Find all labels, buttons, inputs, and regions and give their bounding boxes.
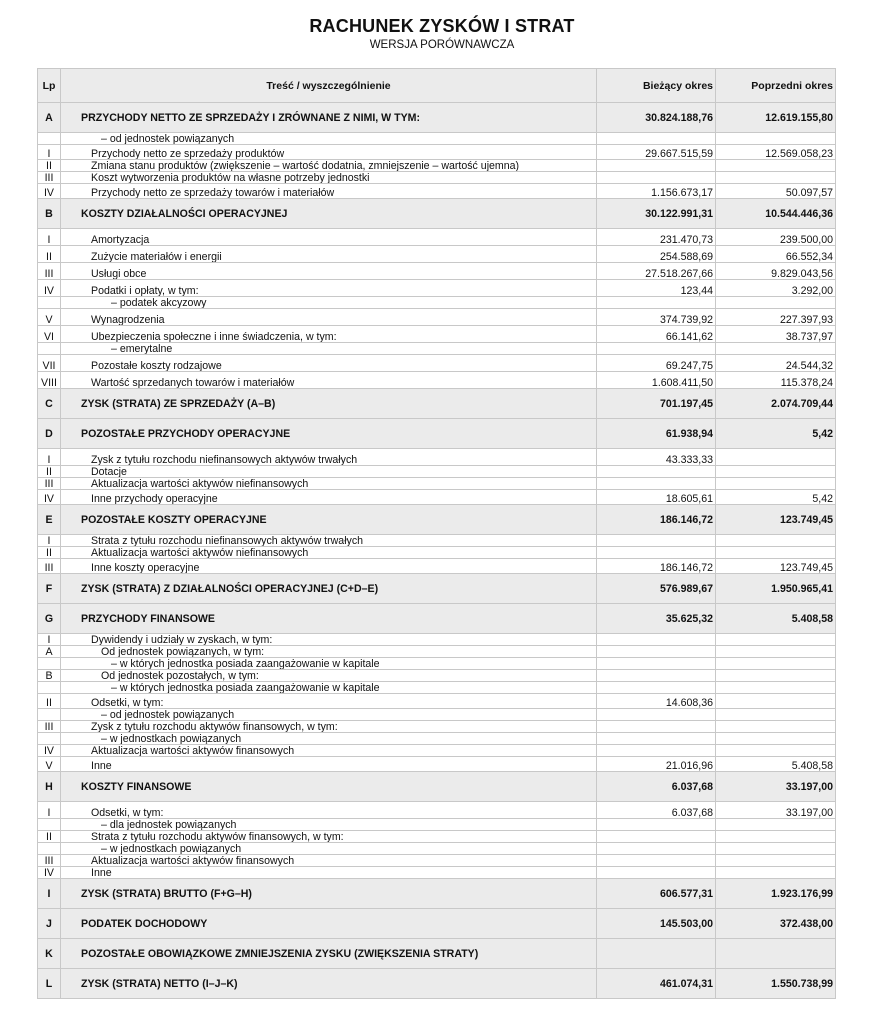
row-current-value: 14.608,36 [597, 694, 716, 709]
row-current-value: 61.938,94 [597, 419, 716, 449]
row-lp: III [38, 559, 61, 574]
row-lp: III [38, 263, 61, 280]
row-description: PODATEK DOCHODOWY [61, 909, 597, 939]
section-row [38, 199, 836, 229]
row-current-value: 701.197,45 [597, 389, 716, 419]
row-current-value [597, 466, 716, 478]
row-previous-value: 12.569.058,23 [716, 145, 836, 160]
row-lp: B [38, 670, 61, 682]
row-description: Zmiana stanu produktów (zwiększenie – wartość dodatnia, zmniejszenie – wartość ujemna) [61, 160, 597, 172]
column-header-previous-period: Poprzedni okres [716, 69, 836, 103]
row-previous-value: 50.097,57 [716, 184, 836, 199]
row-current-value [597, 646, 716, 658]
row-lp [38, 819, 61, 831]
row-lp: VII [38, 355, 61, 372]
row-current-value [597, 721, 716, 733]
row-previous-value: 5,42 [716, 490, 836, 505]
row-previous-value: 24.544,32 [716, 355, 836, 372]
section-row [38, 879, 836, 909]
row-lp: G [38, 604, 61, 634]
row-description: Koszt wytworzenia produktów na własne potrzeby jednostki [61, 172, 597, 184]
row-lp: I [38, 802, 61, 819]
row-previous-value: 9.829.043,56 [716, 263, 836, 280]
row-description: – dla jednostek powiązanych [61, 819, 597, 831]
table-row [38, 145, 836, 160]
table-row [38, 326, 836, 343]
row-description: KOSZTY FINANSOWE [61, 772, 597, 802]
section-row [38, 772, 836, 802]
row-description: – w których jednostka posiada zaangażowanie w kapitale [61, 658, 597, 670]
row-lp: VIII [38, 372, 61, 389]
row-current-value [597, 478, 716, 490]
row-previous-value: 38.737,97 [716, 326, 836, 343]
row-current-value: 35.625,32 [597, 604, 716, 634]
table-row [38, 280, 836, 297]
row-lp [38, 733, 61, 745]
row-description: Odsetki, w tym: [61, 802, 597, 819]
row-current-value [597, 867, 716, 879]
row-lp: A [38, 646, 61, 658]
section-row [38, 909, 836, 939]
table-row [38, 646, 836, 658]
row-current-value: 231.470,73 [597, 229, 716, 246]
row-current-value [597, 547, 716, 559]
row-lp [38, 658, 61, 670]
row-description: KOSZTY DZIAŁALNOŚCI OPERACYJNEJ [61, 199, 597, 229]
table-row [38, 309, 836, 326]
report-subtitle: WERSJA PORÓWNAWCZA [369, 39, 515, 51]
row-previous-value [716, 843, 836, 855]
table-row [38, 670, 836, 682]
row-current-value: 21.016,96 [597, 757, 716, 772]
row-description: – od jednostek powiązanych [61, 709, 597, 721]
row-current-value [597, 843, 716, 855]
row-previous-value: 123.749,45 [716, 559, 836, 574]
row-current-value [597, 297, 716, 309]
table-row [38, 658, 836, 670]
row-description: Zysk z tytułu rozchodu niefinansowych aktywów trwałych [61, 449, 597, 466]
row-description: POZOSTAŁE PRZYCHODY OPERACYJNE [61, 419, 597, 449]
table-row [38, 478, 836, 490]
row-lp: III [38, 478, 61, 490]
row-description: Inne [61, 867, 597, 879]
row-current-value: 186.146,72 [597, 505, 716, 535]
row-current-value [597, 939, 716, 969]
row-description: – emerytalne [61, 343, 597, 355]
section-row [38, 604, 836, 634]
row-previous-value [716, 733, 836, 745]
column-header-description: Treść / wyszczególnienie [61, 69, 597, 103]
row-lp: L [38, 969, 61, 999]
row-current-value [597, 172, 716, 184]
row-description: – w jednostkach powiązanych [61, 843, 597, 855]
row-description: Odsetki, w tym: [61, 694, 597, 709]
table-row [38, 559, 836, 574]
row-lp: IV [38, 867, 61, 879]
table-row [38, 831, 836, 843]
row-description: POZOSTAŁE OBOWIĄZKOWE ZMNIEJSZENIA ZYSKU (ZWIĘKSZENIA STRATY) [61, 939, 597, 969]
row-lp: D [38, 419, 61, 449]
section-row [38, 939, 836, 969]
row-lp: H [38, 772, 61, 802]
row-previous-value: 10.544.446,36 [716, 199, 836, 229]
row-lp: J [38, 909, 61, 939]
row-description: Dywidendy i udziały w zyskach, w tym: [61, 634, 597, 646]
row-description: Aktualizacja wartości aktywów finansowych [61, 855, 597, 867]
row-current-value [597, 670, 716, 682]
table-row [38, 634, 836, 646]
row-current-value: 1.156.673,17 [597, 184, 716, 199]
report-title: RACHUNEK ZYSKÓW I STRAT [309, 16, 575, 36]
row-previous-value: 33.197,00 [716, 772, 836, 802]
row-lp: VI [38, 326, 61, 343]
table-row [38, 263, 836, 280]
row-previous-value: 5.408,58 [716, 604, 836, 634]
row-previous-value [716, 682, 836, 694]
table-row [38, 757, 836, 772]
row-description: Inne [61, 757, 597, 772]
row-description: Usługi obce [61, 263, 597, 280]
row-description: ZYSK (STRATA) BRUTTO (F+G–H) [61, 879, 597, 909]
section-row [38, 969, 836, 999]
row-lp: I [38, 634, 61, 646]
row-lp: I [38, 879, 61, 909]
row-current-value [597, 160, 716, 172]
row-previous-value [716, 547, 836, 559]
column-header-lp: Lp [38, 69, 61, 103]
row-previous-value: 66.552,34 [716, 246, 836, 263]
row-current-value [597, 819, 716, 831]
table-row [38, 297, 836, 309]
row-lp: IV [38, 745, 61, 757]
row-lp [38, 343, 61, 355]
row-description: Inne przychody operacyjne [61, 490, 597, 505]
row-current-value [597, 535, 716, 547]
row-lp: II [38, 694, 61, 709]
row-description: Strata z tytułu rozchodu niefinansowych aktywów trwałych [61, 535, 597, 547]
row-current-value: 27.518.267,66 [597, 263, 716, 280]
table-row [38, 490, 836, 505]
row-description: Aktualizacja wartości aktywów niefinansowych [61, 547, 597, 559]
section-row [38, 103, 836, 133]
row-lp: II [38, 246, 61, 263]
row-description: ZYSK (STRATA) ZE SPRZEDAŻY (A–B) [61, 389, 597, 419]
row-lp [38, 843, 61, 855]
row-lp: I [38, 535, 61, 547]
row-previous-value: 239.500,00 [716, 229, 836, 246]
table-row [38, 343, 836, 355]
table-row [38, 819, 836, 831]
row-lp [38, 709, 61, 721]
row-lp: A [38, 103, 61, 133]
row-previous-value [716, 721, 836, 733]
table-row [38, 745, 836, 757]
row-description: PRZYCHODY NETTO ZE SPRZEDAŻY I ZRÓWNANE Z NIMI, W TYM: [61, 103, 597, 133]
row-lp: III [38, 172, 61, 184]
row-previous-value [716, 670, 836, 682]
row-current-value: 6.037,68 [597, 772, 716, 802]
table-row [38, 547, 836, 559]
row-description: Wynagrodzenia [61, 309, 597, 326]
row-previous-value [716, 449, 836, 466]
row-current-value [597, 343, 716, 355]
row-description: – w których jednostka posiada zaangażowanie w kapitale [61, 682, 597, 694]
row-previous-value [716, 867, 836, 879]
row-lp [38, 133, 61, 145]
row-lp: F [38, 574, 61, 604]
table-row [38, 694, 836, 709]
row-description: Dotacje [61, 466, 597, 478]
row-description: ZYSK (STRATA) NETTO (I–J–K) [61, 969, 597, 999]
table-row [38, 855, 836, 867]
row-current-value: 29.667.515,59 [597, 145, 716, 160]
row-lp: I [38, 229, 61, 246]
table-row [38, 802, 836, 819]
row-previous-value [716, 535, 836, 547]
row-current-value: 145.503,00 [597, 909, 716, 939]
row-previous-value: 2.074.709,44 [716, 389, 836, 419]
row-previous-value [716, 133, 836, 145]
row-lp [38, 682, 61, 694]
row-description: Zysk z tytułu rozchodu aktywów finansowych, w tym: [61, 721, 597, 733]
column-header-current-period: Bieżący okres [597, 69, 716, 103]
row-description: – od jednostek powiązanych [61, 133, 597, 145]
row-previous-value [716, 297, 836, 309]
row-lp [38, 297, 61, 309]
row-current-value: 254.588,69 [597, 246, 716, 263]
row-description: Od jednostek pozostałych, w tym: [61, 670, 597, 682]
row-previous-value: 227.397,93 [716, 309, 836, 326]
table-row [38, 229, 836, 246]
row-current-value: 18.605,61 [597, 490, 716, 505]
row-previous-value: 1.950.965,41 [716, 574, 836, 604]
row-lp: E [38, 505, 61, 535]
row-previous-value [716, 343, 836, 355]
income-statement-table [37, 68, 836, 999]
row-previous-value [716, 745, 836, 757]
row-description: Ubezpieczenia społeczne i inne świadczenia, w tym: [61, 326, 597, 343]
table-row [38, 466, 836, 478]
row-previous-value [716, 634, 836, 646]
row-description: PRZYCHODY FINANSOWE [61, 604, 597, 634]
row-previous-value [716, 658, 836, 670]
row-lp: II [38, 466, 61, 478]
row-previous-value [716, 646, 836, 658]
row-current-value: 186.146,72 [597, 559, 716, 574]
row-current-value: 30.122.991,31 [597, 199, 716, 229]
table-row [38, 246, 836, 263]
row-previous-value [716, 160, 836, 172]
row-description: Od jednostek powiązanych, w tym: [61, 646, 597, 658]
row-current-value: 374.739,92 [597, 309, 716, 326]
row-current-value: 43.333,33 [597, 449, 716, 466]
row-previous-value: 1.550.738,99 [716, 969, 836, 999]
row-description: Aktualizacja wartości aktywów finansowych [61, 745, 597, 757]
row-lp: V [38, 309, 61, 326]
row-lp: II [38, 160, 61, 172]
row-previous-value: 3.292,00 [716, 280, 836, 297]
row-previous-value: 1.923.176,99 [716, 879, 836, 909]
row-current-value: 30.824.188,76 [597, 103, 716, 133]
row-previous-value [716, 478, 836, 490]
table-row [38, 160, 836, 172]
section-row [38, 389, 836, 419]
table-row [38, 867, 836, 879]
table-row [38, 133, 836, 145]
row-lp: III [38, 721, 61, 733]
row-lp: IV [38, 280, 61, 297]
table-row [38, 535, 836, 547]
row-current-value: 69.247,75 [597, 355, 716, 372]
row-current-value: 461.074,31 [597, 969, 716, 999]
row-previous-value [716, 831, 836, 843]
row-previous-value: 5,42 [716, 419, 836, 449]
row-description: Aktualizacja wartości aktywów niefinansowych [61, 478, 597, 490]
row-previous-value [716, 939, 836, 969]
row-current-value: 123,44 [597, 280, 716, 297]
row-previous-value [716, 709, 836, 721]
row-current-value: 66.141,62 [597, 326, 716, 343]
row-previous-value [716, 694, 836, 709]
row-description: Amortyzacja [61, 229, 597, 246]
row-current-value [597, 634, 716, 646]
section-row [38, 574, 836, 604]
row-current-value: 606.577,31 [597, 879, 716, 909]
table-row [38, 355, 836, 372]
row-lp: V [38, 757, 61, 772]
row-description: Pozostałe koszty rodzajowe [61, 355, 597, 372]
table-row [38, 721, 836, 733]
row-current-value [597, 133, 716, 145]
row-lp: K [38, 939, 61, 969]
row-current-value [597, 745, 716, 757]
table-row [38, 843, 836, 855]
row-description: Inne koszty operacyjne [61, 559, 597, 574]
table-row [38, 184, 836, 199]
row-current-value: 6.037,68 [597, 802, 716, 819]
table-row [38, 709, 836, 721]
row-description: Przychody netto ze sprzedaży towarów i materiałów [61, 184, 597, 199]
row-current-value [597, 855, 716, 867]
row-previous-value: 33.197,00 [716, 802, 836, 819]
table-row [38, 682, 836, 694]
row-current-value [597, 658, 716, 670]
row-lp: II [38, 831, 61, 843]
row-current-value: 576.989,67 [597, 574, 716, 604]
row-previous-value [716, 172, 836, 184]
row-previous-value [716, 819, 836, 831]
row-description: Podatki i opłaty, w tym: [61, 280, 597, 297]
row-lp: III [38, 855, 61, 867]
row-current-value [597, 682, 716, 694]
row-current-value [597, 831, 716, 843]
table-row [38, 172, 836, 184]
row-description: Wartość sprzedanych towarów i materiałów [61, 372, 597, 389]
section-row [38, 419, 836, 449]
table-row [38, 372, 836, 389]
row-description: – podatek akcyzowy [61, 297, 597, 309]
row-current-value [597, 709, 716, 721]
row-previous-value [716, 855, 836, 867]
row-description: Przychody netto ze sprzedaży produktów [61, 145, 597, 160]
row-description: – w jednostkach powiązanych [61, 733, 597, 745]
section-row [38, 505, 836, 535]
row-previous-value: 123.749,45 [716, 505, 836, 535]
row-lp: B [38, 199, 61, 229]
table-row [38, 733, 836, 745]
row-description: ZYSK (STRATA) Z DZIAŁALNOŚCI OPERACYJNEJ (C+D–E) [61, 574, 597, 604]
row-description: Strata z tytułu rozchodu aktywów finansowych, w tym: [61, 831, 597, 843]
row-previous-value: 115.378,24 [716, 372, 836, 389]
row-description: POZOSTAŁE KOSZTY OPERACYJNE [61, 505, 597, 535]
table-body [38, 103, 836, 999]
row-lp: IV [38, 490, 61, 505]
row-previous-value: 372.438,00 [716, 909, 836, 939]
row-lp: I [38, 449, 61, 466]
table-row [38, 449, 836, 466]
row-lp: IV [38, 184, 61, 199]
row-previous-value: 5.408,58 [716, 757, 836, 772]
row-lp: C [38, 389, 61, 419]
row-current-value [597, 733, 716, 745]
row-previous-value: 12.619.155,80 [716, 103, 836, 133]
table-header-row [38, 69, 836, 103]
row-current-value: 1.608.411,50 [597, 372, 716, 389]
row-previous-value [716, 466, 836, 478]
row-lp: II [38, 547, 61, 559]
row-lp: I [38, 145, 61, 160]
row-description: Zużycie materiałów i energii [61, 246, 597, 263]
